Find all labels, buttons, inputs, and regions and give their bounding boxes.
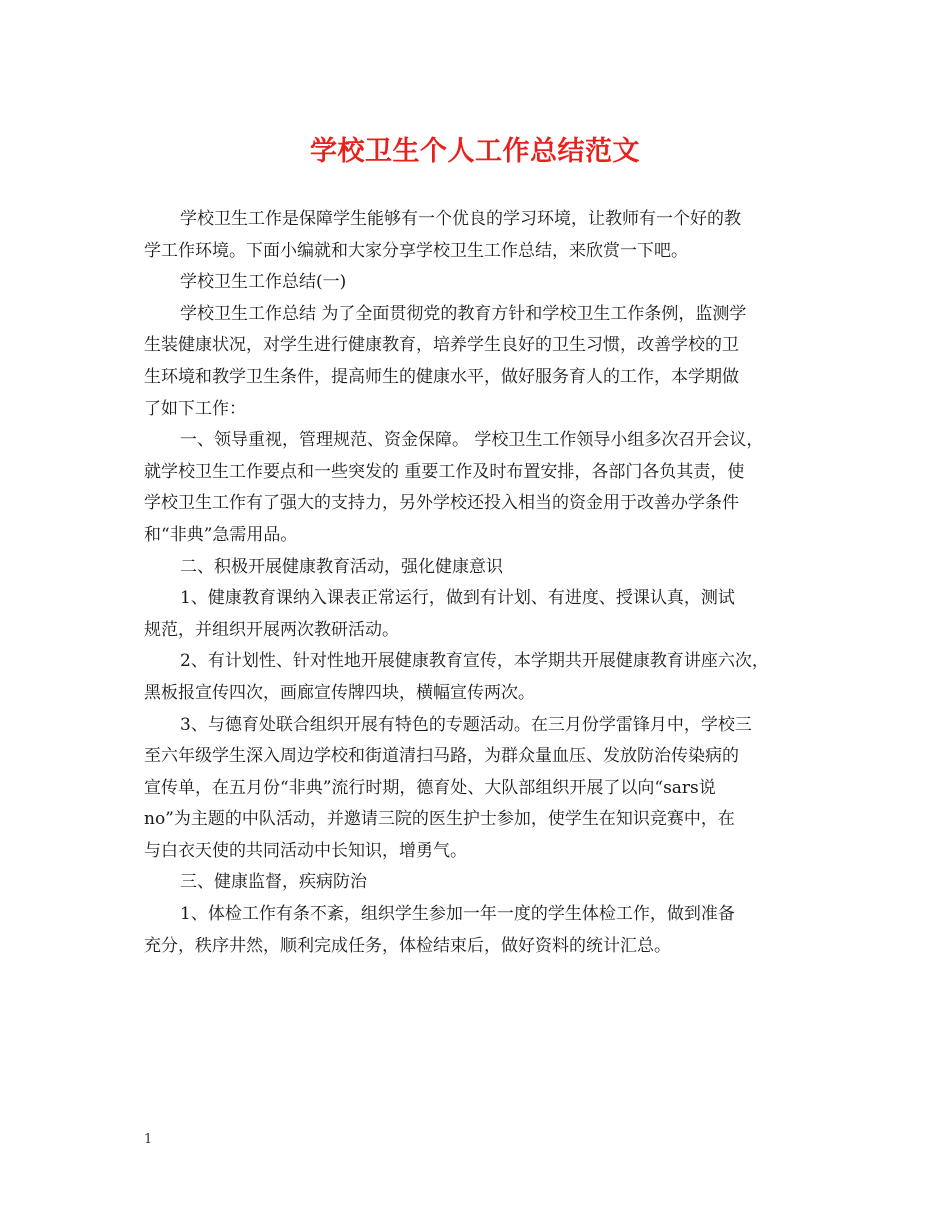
paragraph-line: 就学校卫生工作要点和一些突发的 重要工作及时布置安排，各部门各负其责，使 [144,461,745,482]
paragraph-line: 一、领导重视，管理规范、资金保障。 学校卫生工作领导小组多次召开会议， [180,430,764,451]
paragraph-line: no”为主题的中队活动，并邀请三院的医生护士参加，使学生在知识竞赛中，在 [144,809,735,830]
paragraph-line: 学校卫生工作总结 为了全面贯彻党的教育方针和学校卫生工作条例，监测学 [180,303,747,324]
paragraph-line: 生装健康状况，对学生进行健康教育，培养学生良好的卫生习惯，改善学校的卫 [144,335,739,356]
section-heading: 二、积极开展健康教育活动，强化健康意识 [180,556,503,577]
paragraph-line: 2、有计划性、针对性地开展健康教育宣传，本学期共开展健康教育讲座六次， [180,651,769,672]
paragraph-line: 学校卫生工作是保障学生能够有一个优良的学习环境，让教师有一个好的教 [180,209,741,229]
paragraph-line: 学工作环境。下面小编就和大家分享学校卫生工作总结，来欣赏一下吧。 [144,240,688,261]
paragraph-line: 充分，秩序井然，顺利完成任务，体检结束后，做好资料的统计汇总。 [144,935,671,956]
paragraph-line: 与白衣天使的共同活动中长知识，增勇气。 [144,840,467,861]
document-title: 学校卫生个人工作总结范文 [310,136,640,167]
paragraph-line: 和“非典”急需用品。 [144,524,298,545]
section-heading: 三、健康监督，疾病防治 [180,872,367,893]
section-heading: 学校卫生工作总结(一) [180,272,347,293]
paragraph-line: 1、体检工作有条不紊，组织学生参加一年一度的学生体检工作，做到准备 [180,904,735,925]
document-body [144,204,814,962]
paragraph-line: 至六年级学生深入周边学校和街道清扫马路，为群众量血压、发放防治传染病的 [144,746,739,767]
paragraph-line: 黑板报宣传四次，画廊宣传牌四块，横幅宣传两次。 [144,682,535,703]
paragraph-line: 规范，并组织开展两次教研活动。 [144,619,399,640]
paragraph-line: 1、健康教育课纳入课表正常运行，做到有计划、有进度、授课认真，测试 [180,588,735,609]
paragraph-line: 3、与德育处联合组织开展有特色的专题活动。在三月份学雷锋月中，学校三 [180,714,752,735]
paragraph-line: 了如下工作： [144,398,246,419]
paragraph-line: 宣传单，在五月份“非典”流行时期，德育处、大队部组织开展了以向“sars说 [144,777,716,798]
paragraph-line: 生环境和教学卫生条件，提高师生的健康水平，做好服务育人的工作，本学期做 [144,366,739,387]
paragraph-line: 学校卫生工作有了强大的支持力，另外学校还投入相当的资金用于改善办学条件 [144,493,739,514]
page-number: 1 [144,1132,153,1147]
